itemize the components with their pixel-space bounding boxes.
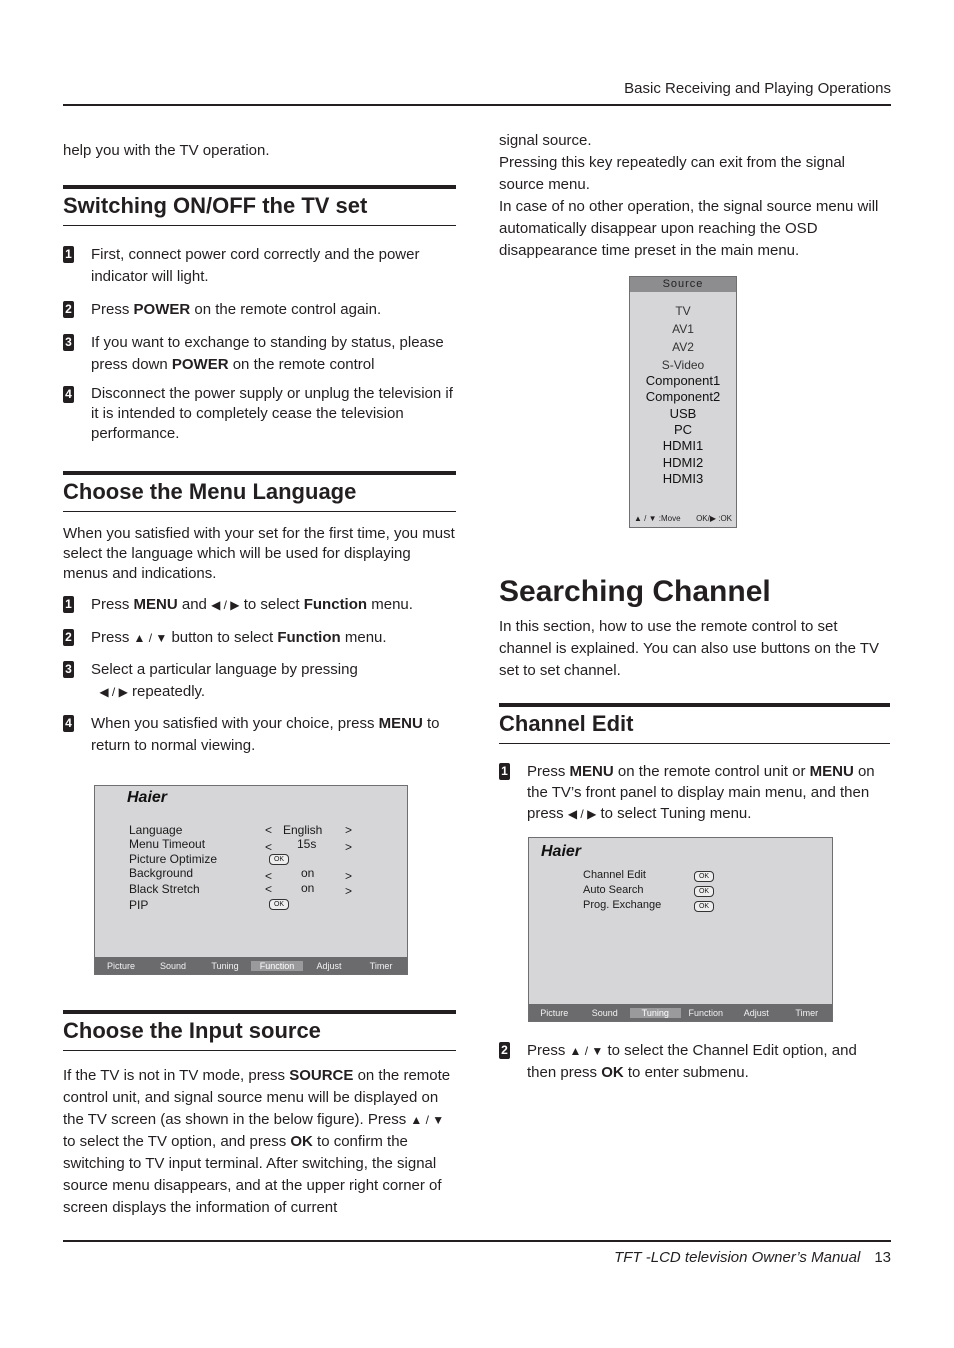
step: 2 Press ▲ / ▼ to select the Channel Edit option, and then press OK to enter submenu. [499, 1040, 890, 1083]
tab-sound: Sound [159, 960, 187, 971]
section-input-heading [63, 1010, 456, 1051]
menu-label: PIP [129, 898, 149, 912]
source-item: HDMI3 [662, 471, 704, 486]
step: 4 Disconnect the power supply or unplug the television if it is intended to completely cease the television performance. [63, 384, 456, 444]
menu-label: Auto Search [583, 884, 644, 896]
channel-edit-section [499, 703, 890, 825]
section-language-heading [63, 471, 456, 512]
menu-value: English [283, 823, 323, 837]
menu-tab-bar [95, 957, 407, 974]
menu-value: 15s [297, 837, 317, 851]
up-down-arrows-icon: ▲ / ▼ [569, 1044, 604, 1058]
source-item: S-Video [661, 358, 705, 372]
tab-picture: Picture [106, 960, 135, 971]
tab-adjust: Adjust [743, 1007, 769, 1018]
running-head: Basic Receiving and Playing Operations [624, 80, 891, 97]
channel-edit-step-2 [499, 1040, 890, 1083]
menu-label: Black Stretch [129, 882, 200, 896]
source-menu-header: Source [630, 277, 736, 292]
section-title: Choose the Menu Language [63, 479, 357, 504]
section-channel-edit-heading [499, 703, 890, 744]
input-section [63, 1010, 456, 1219]
step: 1 Press MENU on the remote control unit or MENU on the TV’s front panel to display main menu, and then press ◀ / ▶ to select Tuning menu. [499, 761, 890, 825]
step-number: 4 [63, 715, 74, 732]
function-menu-screenshot: Haier Language < English > Menu Timeout < 15s > Picture Optimize OK Background < on > Black Stretch < on > PIP OK Picture Sound Tuning Function Adjust Timer [94, 785, 408, 975]
menu-label: Prog. Exchange [583, 899, 662, 911]
step-number: 1 [499, 763, 510, 780]
left-right-arrows-icon: ◀ / ▶ [567, 807, 597, 821]
input-paragraph: If the TV is not in TV mode, press SOURCE on the remote control unit, and signal source menu will be displayed on the TV screen (as shown in the below figure). Press ▲ / ▼ to select the TV option, and press OK to confirm the switching to TV input terminal. After switching, the signal source menu disappears, and at the upper right corner of screen displays the information of current [63, 1067, 451, 1216]
menu-label: Menu Timeout [129, 837, 206, 851]
step: 2 Press ▲ / ▼ button to select Function menu. [63, 627, 456, 649]
step: 1 Press MENU and ◀ / ▶ to select Function menu. [63, 594, 456, 616]
step-number: 1 [63, 246, 74, 263]
ok-icon: OK [694, 901, 714, 912]
footer-rule [63, 1240, 891, 1242]
step: 3 Select a particular language by pressing ◀ / ▶ repeatedly. [63, 659, 456, 703]
ok-icon: OK [694, 871, 714, 882]
paragraph: signal source. [499, 132, 592, 149]
haier-logo: Haier [127, 789, 168, 806]
tab-picture: Picture [540, 1007, 569, 1018]
section-title: Channel Edit [499, 711, 634, 736]
searching-section [499, 572, 891, 682]
menu-tab-bar [529, 1004, 832, 1021]
tab-sound: Sound [591, 1007, 618, 1018]
menu-label: Language [129, 823, 183, 837]
step-number: 3 [63, 334, 74, 351]
left-right-arrows-icon: ◀ / ▶ [211, 598, 240, 612]
source-item: HDMI2 [662, 455, 704, 470]
step-number: 1 [63, 596, 74, 613]
tab-tuning: Tuning [211, 960, 239, 971]
source-item: AV1 [672, 322, 694, 336]
source-item: AV2 [672, 340, 694, 354]
menu-label: Channel Edit [583, 869, 646, 881]
step: 2 Press POWER on the remote control again. [63, 299, 456, 321]
right-column [499, 130, 891, 262]
step-number: 2 [63, 629, 74, 646]
language-intro: When you satisfied with your set for the first time, you must select the language which will be used for displaying menus and indications. [63, 525, 455, 582]
tab-function: Function [251, 961, 303, 971]
left-column [63, 140, 456, 757]
tab-tuning: Tuning [630, 1008, 681, 1018]
switching-steps [63, 244, 456, 444]
menu-label: Picture Optimize [129, 852, 218, 866]
menu-value: on [301, 866, 315, 880]
page-number: 13 [874, 1249, 891, 1266]
source-menu-screenshot [629, 276, 737, 528]
language-steps [63, 594, 456, 757]
haier-logo: Haier [541, 843, 582, 860]
paragraph: In case of no other operation, the signal source menu will automatically disappear upon reaching the OSD disappearance time preset in the main menu. [499, 198, 879, 259]
ok-hint: OK/▶ :OK [696, 514, 732, 523]
source-item: PC [673, 422, 693, 437]
section-switching-heading [63, 185, 456, 226]
source-menu-footer [634, 514, 732, 523]
ok-icon: OK [269, 854, 289, 865]
section-title: Choose the Input source [63, 1018, 321, 1043]
header-rule [63, 104, 891, 106]
up-down-arrows-icon: ▲ / ▼ [410, 1113, 445, 1127]
step: 3 If you want to exchange to standing by status, please press down POWER on the remote control [63, 332, 456, 376]
up-down-arrows-icon: ▲ / ▼ [133, 631, 168, 645]
step-number: 4 [63, 386, 74, 403]
page-footer [614, 1249, 891, 1266]
step: 1 First, connect power cord correctly and the power indicator will light. [63, 244, 456, 288]
tab-function: Function [688, 1007, 724, 1018]
ok-icon: OK [694, 886, 714, 897]
tuning-menu-screenshot [528, 837, 833, 1022]
section-title: Switching ON/OFF the TV set [63, 193, 368, 218]
source-item: Component2 [645, 389, 721, 404]
paragraph: Pressing this key repeatedly can exit from the signal source menu. [499, 154, 846, 193]
step-number: 3 [63, 661, 74, 678]
source-item: Component1 [645, 373, 721, 388]
menu-label: Background [129, 866, 194, 880]
source-item: TV [675, 304, 691, 318]
left-right-arrows-icon: ◀ / ▶ [99, 685, 128, 699]
tab-adjust: Adjust [316, 960, 342, 971]
menu-value: on [301, 881, 315, 895]
step: 4 When you satisfied with your choice, press MENU to return to normal viewing. [63, 713, 456, 757]
step-number: 2 [499, 1042, 510, 1059]
move-hint: ▲ / ▼ :Move [634, 514, 681, 523]
tab-timer: Timer [369, 960, 393, 971]
intro-continuation: help you with the TV operation. [63, 142, 270, 159]
step-number: 2 [63, 301, 74, 318]
source-item: USB [669, 406, 697, 421]
source-item: HDMI1 [662, 438, 704, 453]
manual-title: TFT -LCD television Owner’s Manual [614, 1249, 861, 1266]
searching-intro: In this section, how to use the remote control to set channel is explained. You can also use buttons on the TV set to set channel. [499, 618, 880, 679]
page-section-title: Searching Channel [499, 575, 771, 608]
ok-icon: OK [269, 899, 289, 910]
tab-timer: Timer [795, 1007, 819, 1018]
